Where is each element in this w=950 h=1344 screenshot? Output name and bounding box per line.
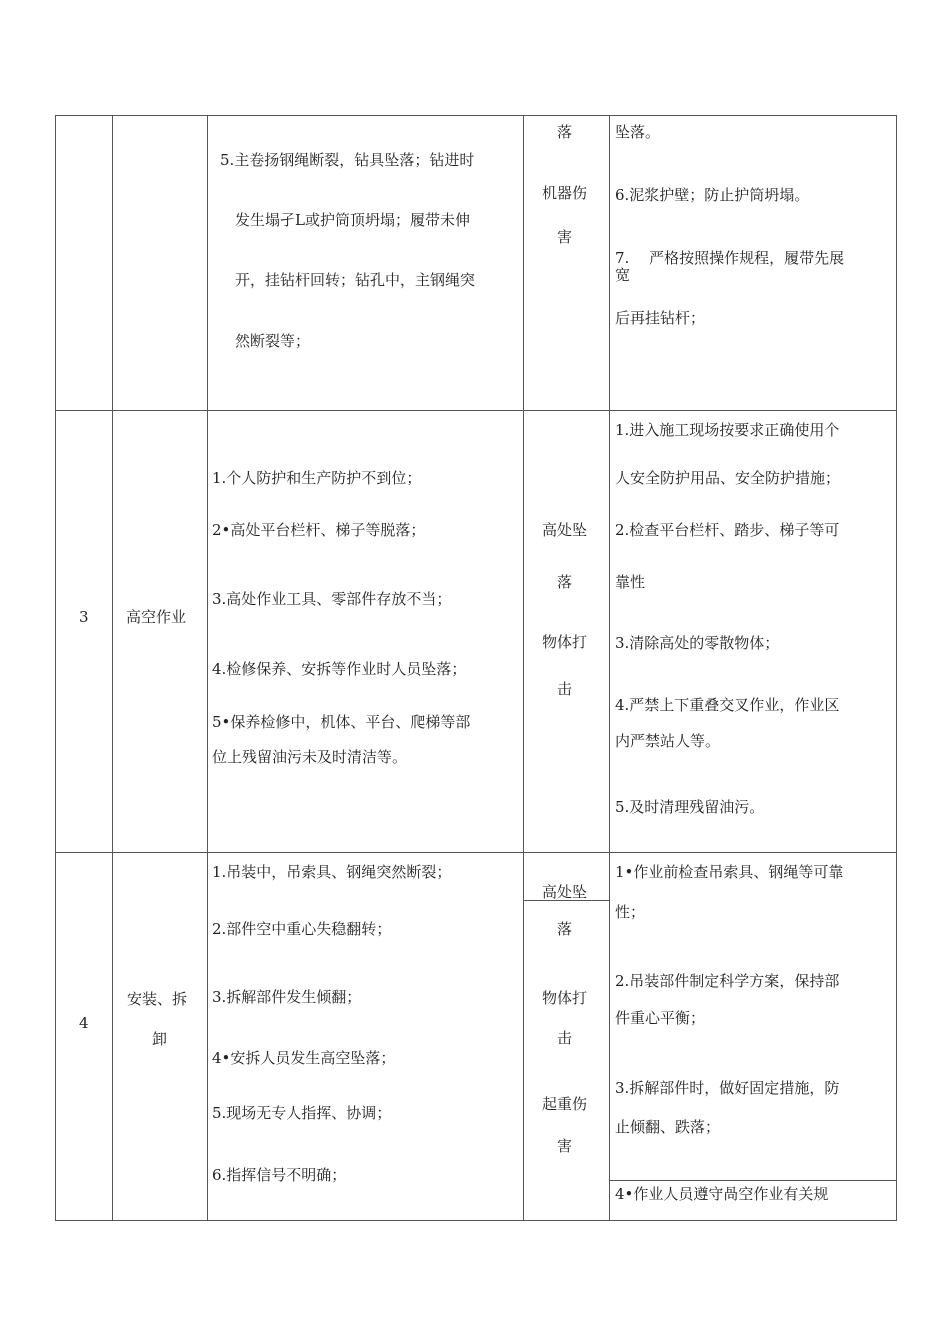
risk-type-line: 机器伤	[542, 184, 588, 202]
measure-line: 靠性	[615, 573, 646, 591]
task-name: 卸	[152, 1030, 168, 1048]
hazard-line: 5.主卷扬钢绳断裂，钻具坠落；钻进时	[220, 151, 475, 169]
hazard-line: 6.指挥信号不明确；	[212, 1166, 347, 1184]
hazard-line: 1.吊装中，吊索具、钢绳突然断裂；	[212, 863, 452, 881]
risk-type-line: 击	[557, 680, 573, 698]
measure-line: 7. 严格按照操作规程，履带先展	[615, 249, 845, 267]
column-divider	[523, 115, 524, 1221]
measure-line: 性；	[615, 903, 646, 921]
column-divider	[207, 115, 208, 1221]
table-border-right	[896, 115, 897, 1221]
measure-line: 件重心平衡；	[615, 1009, 706, 1027]
row-number: 3	[79, 608, 89, 626]
column-divider	[112, 115, 113, 1221]
measure-line: 4.严禁上下重叠交叉作业，作业区	[615, 696, 840, 714]
measure-line: 坠落。	[615, 123, 661, 141]
measure-line: 4•作业人员遵守咼空作业有关规	[615, 1185, 829, 1203]
hazard-line: 开，挂钻杆回转；钻孔中，主钢绳突	[235, 271, 476, 289]
task-name: 高空作业	[126, 608, 187, 626]
hazard-line: 然断裂等；	[235, 332, 311, 350]
risk-type-line: 击	[557, 1029, 573, 1047]
column-divider	[609, 115, 610, 1221]
row-number: 4	[79, 1014, 89, 1032]
risk-type-line: 落	[557, 573, 573, 591]
row-divider	[55, 852, 897, 853]
measure-line: 1•作业前检查吊索具、钢绳等可靠	[615, 863, 844, 881]
hazard-line: 4.检修保养、安拆等作业时人员坠落；	[212, 660, 467, 678]
measure-line: 2.吊装部件制定科学方案，保持部	[615, 972, 840, 990]
task-name: 安装、拆	[127, 990, 188, 1008]
hazard-line: 位上残留油污未及时清洁等。	[212, 748, 408, 766]
risk-type-line: 物体打	[542, 633, 588, 651]
table-border-left	[55, 115, 56, 1221]
table-border-top	[55, 115, 897, 116]
cell-divider	[609, 1180, 897, 1181]
measure-line: 止倾翻、跌落；	[615, 1118, 721, 1136]
measure-line: 后再挂钻杆；	[615, 309, 706, 327]
measure-line: 6.泥浆护壁；防止护筒坍塌。	[615, 186, 810, 204]
measure-line: 人安全防护用品、安全防护措施；	[615, 469, 841, 487]
table-border-bottom	[55, 1220, 897, 1221]
risk-type-line: 害	[557, 1137, 573, 1155]
hazard-line: 2.部件空中重心失稳翻转；	[212, 920, 392, 938]
hazard-line: 3.高处作业工具、零部件存放不当；	[212, 590, 452, 608]
risk-type-line: 起重伤	[542, 1095, 588, 1113]
hazard-line: 4•安拆人员发生高空坠落；	[212, 1049, 396, 1067]
row-divider	[55, 410, 897, 411]
hazard-line: 5.现场无专人指挥、协调；	[212, 1104, 392, 1122]
risk-type-line: 物体打	[542, 989, 588, 1007]
measure-line: 2.检查平台栏杆、踏步、梯子等可	[615, 521, 840, 539]
measure-line: 3.拆解部件时，做好固定措施，防	[615, 1079, 840, 1097]
risk-type-line: 落	[557, 920, 573, 938]
risk-type-line: 高处坠	[542, 521, 588, 539]
measure-line: 3.清除高处的零散物体；	[615, 634, 780, 652]
measure-line: 1.进入施工现场按要求正确使用个	[615, 421, 840, 439]
hazard-line: 5•保养检修中，机体、平台、爬梯等部	[212, 713, 471, 731]
hazard-line: 2•高处平台栏杆、梯子等脱落；	[212, 521, 426, 539]
measure-line: 宽	[615, 266, 631, 284]
hazard-line: 发生塌孑L或护筒顶坍塌；履带未伸	[235, 211, 470, 229]
risk-type-line: 高处坠	[542, 883, 588, 901]
hazard-line: 1.个人防护和生产防护不到位；	[212, 469, 422, 487]
measure-line: 5.及时清理残留油污。	[615, 798, 765, 816]
measure-line: 内严禁站人等。	[615, 732, 721, 750]
risk-type-line: 害	[557, 228, 573, 246]
hazard-line: 3.拆解部件发生倾翻；	[212, 988, 362, 1006]
risk-type-line: 落	[557, 123, 573, 141]
